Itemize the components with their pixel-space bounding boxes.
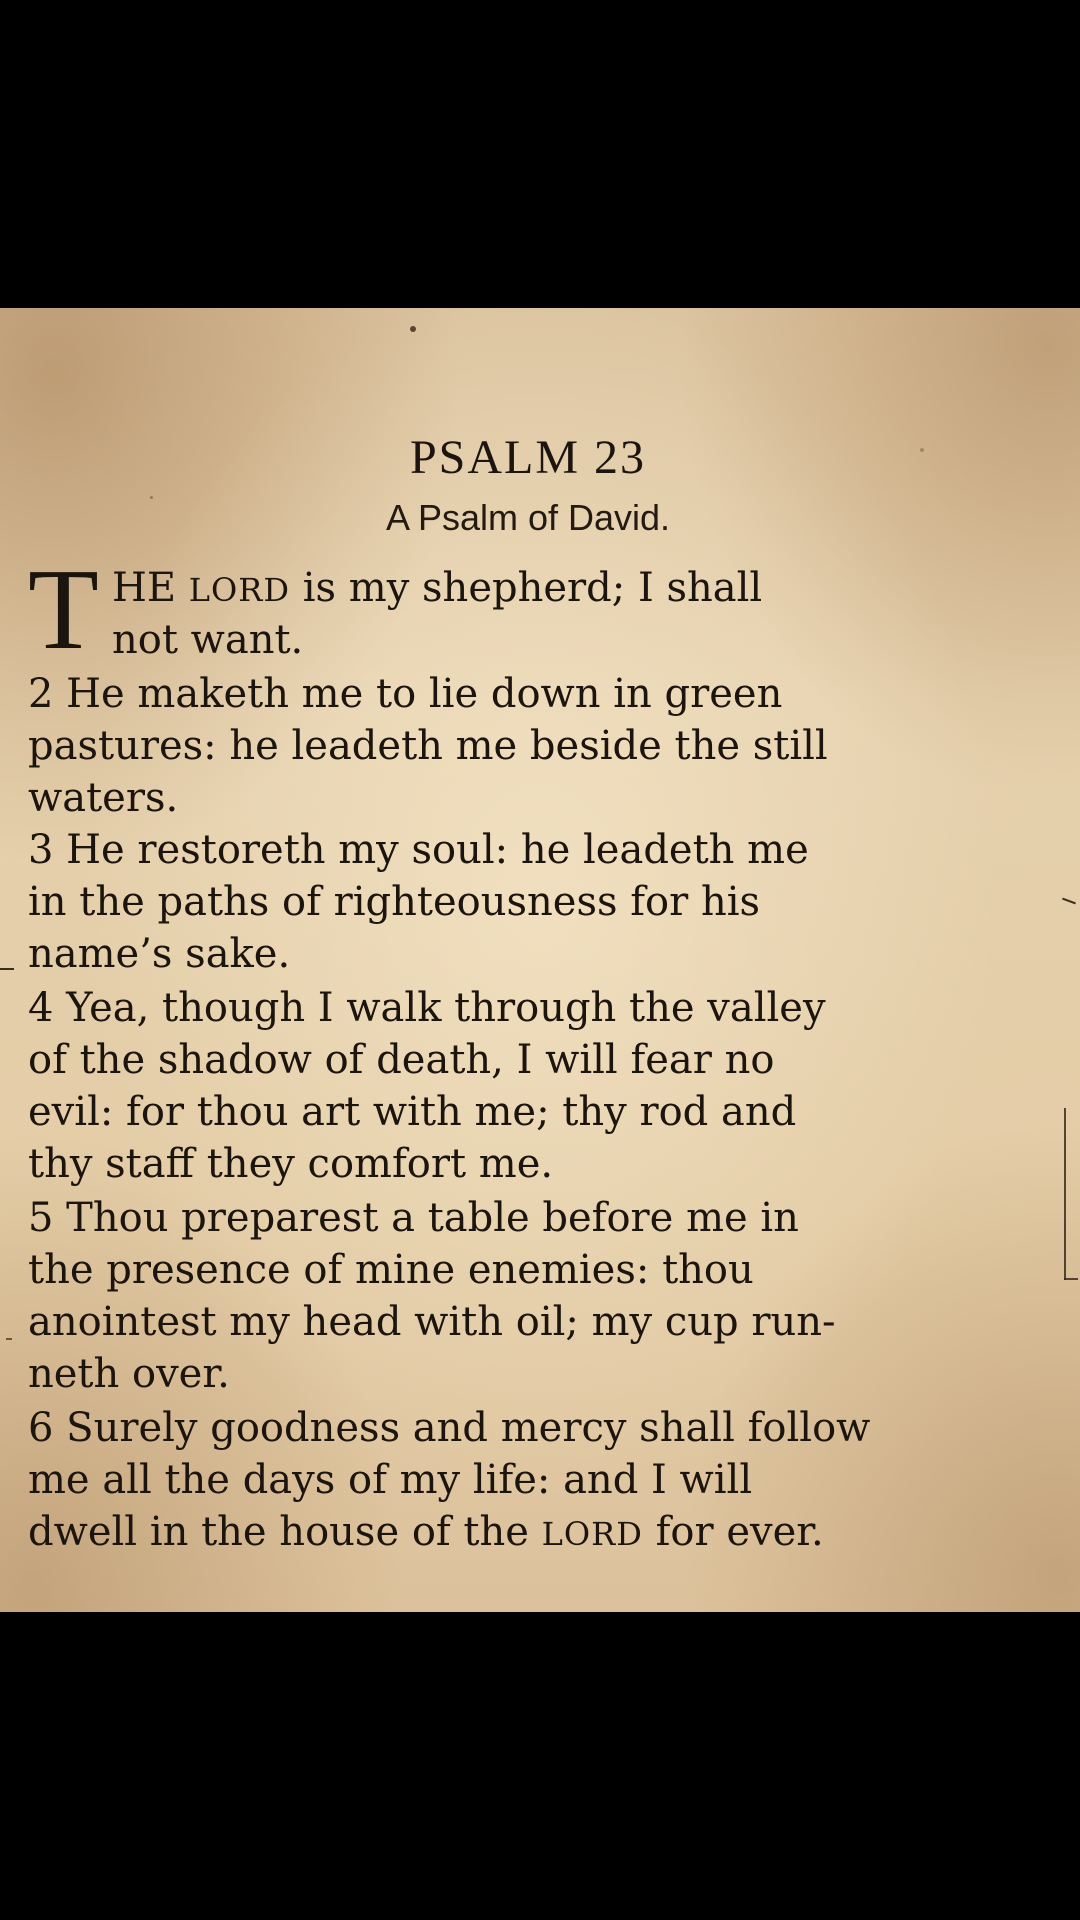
verse-line: 5 Thou preparest a table before me in bbox=[28, 1195, 799, 1241]
page-subtitle: A Psalm of David. bbox=[385, 497, 671, 538]
divine-name: LORD bbox=[541, 1515, 643, 1553]
parchment-page bbox=[0, 308, 1080, 1612]
divine-name: LORD bbox=[188, 571, 291, 609]
verse-text: for ever. bbox=[642, 1509, 824, 1555]
verse-line: anointest my head with oil; my cup run- bbox=[28, 1299, 836, 1345]
verse-line: evil: for thou art with me; thy rod and bbox=[28, 1089, 797, 1135]
verse-line: me all the days of my life: and I will bbox=[28, 1457, 753, 1503]
verse-line: waters. bbox=[28, 775, 179, 821]
margin-mark bbox=[1064, 1278, 1078, 1280]
page-title: PSALM 23 bbox=[409, 431, 647, 484]
verse-line: 3 He restoreth my soul: he leadeth me bbox=[28, 827, 809, 873]
verse-line: the presence of mine enemies: thou bbox=[28, 1247, 754, 1293]
margin-mark bbox=[0, 968, 14, 970]
verse-line: in the paths of righteousness for his bbox=[28, 879, 761, 925]
verse-line: neth over. bbox=[28, 1351, 230, 1397]
verse-line: of the shadow of death, I will fear no bbox=[28, 1037, 775, 1083]
verse-line: not want. bbox=[112, 617, 304, 663]
verse-line: 4 Yea, though I walk through the valley bbox=[28, 985, 826, 1031]
verse-line: 6 Surely goodness and mercy shall follow bbox=[28, 1405, 871, 1451]
verse-line bbox=[112, 562, 762, 616]
margin-mark bbox=[6, 1338, 12, 1340]
verse-line: 2 He maketh me to lie down in green bbox=[28, 671, 783, 717]
verse-line bbox=[28, 1506, 824, 1560]
verse-line: pastures: he leadeth me beside the still bbox=[28, 723, 828, 769]
verse-text: HE bbox=[112, 565, 189, 611]
verse-text: is my shepherd; I shall bbox=[290, 565, 763, 611]
verse-text: dwell in the house of the bbox=[28, 1509, 542, 1555]
page-speck bbox=[410, 326, 416, 332]
verse-line: name’s sake. bbox=[28, 931, 291, 977]
verse-line: thy staff they comfort me. bbox=[28, 1141, 554, 1187]
margin-mark bbox=[1062, 898, 1076, 905]
margin-mark bbox=[1064, 1108, 1066, 1280]
drop-cap: T bbox=[28, 546, 99, 674]
